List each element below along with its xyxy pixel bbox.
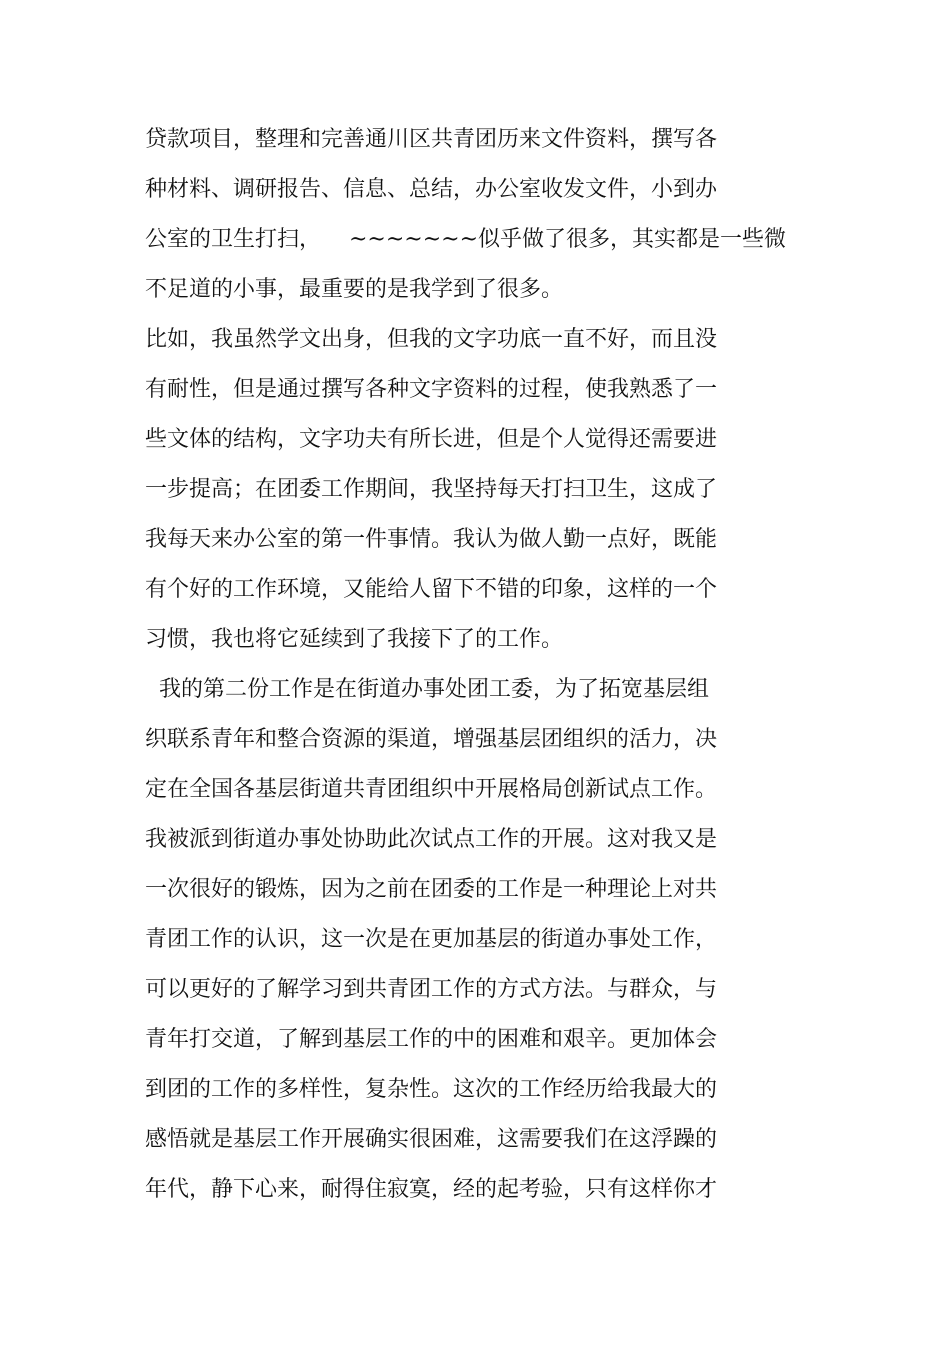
text-line: 我的第二份工作是在街道办事处团工委，为了拓宽基层组 — [145, 677, 709, 702]
text-line: 些文体的结构，文字功夫有所长进，但是个人觉得还需要进 — [145, 427, 718, 452]
text-line: 我每天来办公室的第一件事情。我认为做人勤一点好，既能 — [145, 527, 718, 552]
text-line: 年代，静下心来，耐得住寂寞，经的起考验，只有这样你才 — [145, 1177, 718, 1202]
text-line: 定在全国各基层街道共青团组织中开展格局创新试点工作。 — [145, 777, 718, 802]
text-line: 种材料、调研报告、信息、总结，办公室收发文件，小到办 — [145, 177, 718, 202]
text-line: 可以更好的了解学习到共青团工作的方式方法。与群众，与 — [145, 977, 718, 1002]
text-line: 一步提高；在团委工作期间，我坚持每天打扫卫生，这成了 — [145, 477, 718, 502]
text-line: 青年打交道，了解到基层工作的中的困难和艰辛。更加体会 — [145, 1027, 718, 1052]
text-line: 我被派到街道办事处协助此次试点工作的开展。这对我又是 — [145, 827, 718, 852]
text-line: 织联系青年和整合资源的渠道，增强基层团组织的活力，决 — [145, 727, 718, 752]
text-line: 一次很好的锻炼，因为之前在团委的工作是一种理论上对共 — [145, 877, 718, 902]
text-line: 不足道的小事，最重要的是我学到了很多。 — [145, 277, 564, 302]
text-line: 感悟就是基层工作开展确实很困难，这需要我们在这浮躁的 — [145, 1127, 718, 1152]
text-line: 有耐性，但是通过撰写各种文字资料的过程，使我熟悉了一 — [145, 377, 718, 402]
text-line: 比如，我虽然学文出身，但我的文字功底一直不好，而且没 — [145, 327, 718, 352]
text-line: 习惯，我也将它延续到了我接下了的工作。 — [145, 627, 564, 652]
text-line: 有个好的工作环境，又能给人留下不错的印象，这样的一个 — [145, 577, 718, 602]
text-line: 公室的卫生打扫， ~~~~~~~似乎做了很多，其实都是一些微 — [145, 227, 787, 252]
text-line: 青团工作的认识，这一次是在更加基层的街道办事处工作， — [145, 927, 718, 952]
text-line: 贷款项目，整理和完善通川区共青团历来文件资料，撰写各 — [145, 127, 718, 152]
text-line: 到团的工作的多样性，复杂性。这次的工作经历给我最大的 — [145, 1077, 718, 1102]
